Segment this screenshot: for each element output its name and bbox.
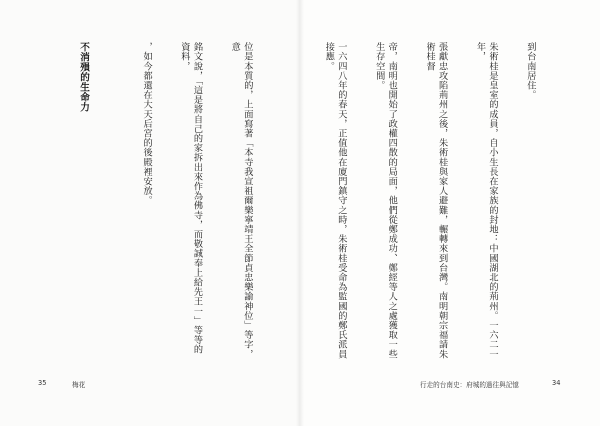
text-column: 銘文說，「這是將自己的家拆出來作為佛寺，而敬誠奉上給先王一」等等的資料， <box>178 42 203 355</box>
book-gutter <box>296 0 304 426</box>
running-title-left: 梅花 <box>72 381 86 389</box>
page-number-left: 35 <box>38 379 47 387</box>
text-column: 帝，南明也開始了政權四散的局面，他們從鄭成功、鄭經等人之處獲取一些生存空間。 <box>373 42 398 359</box>
text-column: 朱術桂是皇室的成員，自小生長在家族的封地：中國湖北的荊州。一六二一年， <box>474 42 499 359</box>
text-column: 位是本質的，上面寫著「本寺我宣祖爾樂寧靖王全節貞忠樂諭神位」等字，意 <box>229 42 253 359</box>
text-column: ，如今都還在大天后宮的後殿裡安放。 <box>141 42 153 206</box>
page-number-right: 34 <box>552 379 561 387</box>
text-column: 張獻忠攻陷荊州之後，朱術桂與家人避難，輾轉來到台灣。南明朝宗福請朱術桂督 <box>424 42 448 359</box>
right-page-text <box>323 42 561 362</box>
running-title-right: 行走的台南史：府城的過往與記憶 <box>420 381 519 389</box>
section-heading: 不消殞的生命力 <box>78 42 90 112</box>
left-page-text <box>38 42 278 362</box>
text-column: 到台南居住。 <box>524 42 536 100</box>
text-column: 一六四八年的春天，正值他在廈門鎮守之時，朱術桂受命為監國的鄭氏派員接應。 <box>323 42 347 359</box>
